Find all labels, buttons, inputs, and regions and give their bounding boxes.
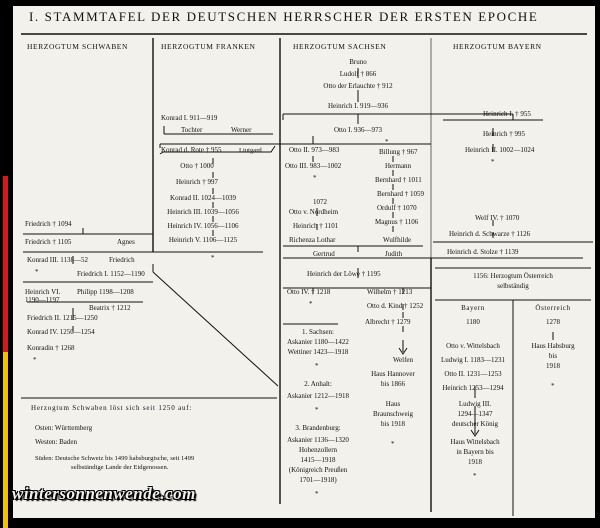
person-judith: Judith [385,250,403,258]
person-heinrich-stolze: Heinrich d. Stolze † 1139 [447,248,519,256]
person-bernhard-1011: Bernhard † 1011 [375,176,422,184]
person-hermann: Hermann [385,162,412,170]
star-marker: * [315,362,319,370]
person-wulfhilde: Wulfhilde [383,236,412,244]
star-marker: * [35,268,39,276]
person-otto-kind: Otto d. Kind † 1252 [367,302,424,310]
person-otto-nordheim: Otto v. Nordheim [289,208,339,216]
person-friedrich-2: Friedrich II. 1215—1250 [27,314,98,322]
label-haus-wittelsbach: Haus Wittelsbach [450,438,500,446]
person-konrad-3: Konrad III. 1138—52 [27,256,88,264]
label-bayern: Bayern [461,304,485,312]
note-oesterreich-2: selbständig [497,282,529,290]
schwaben-note-osten: Osten: Württemberg [35,424,93,432]
person-otto-3: Otto III. 983—1002 [285,162,342,170]
star-marker: * [491,158,495,166]
star-marker: * [315,406,319,414]
person-liutgard: Liutgard [239,147,262,154]
person-friedrich-1105: Friedrich † 1105 [25,238,72,246]
header-schwaben: HERZOGTUM SCHWABEN [27,42,129,51]
label-hohenzollern-years: 1415—1918 [300,456,336,464]
person-billung: Billung † 967 [379,148,418,156]
label-anhalt: 2. Anhalt: [304,380,332,388]
schwaben-note-sueden-1: Süden: Deutsche Schweiz bis 1499 habsburgische, seit 1499 [35,455,195,462]
schwaben-note-westen: Westen: Baden [35,438,78,446]
person-heinrich-6: Heinrich VI. [25,288,61,296]
person-konrad-4: Konrad IV. 1250—1254 [27,328,95,336]
person-heinrich-995: Heinrich † 995 [483,130,525,138]
person-ludwig-3: Ludwig III. [458,400,492,408]
person-heinrich-955: Heinrich I. † 955 [483,110,531,118]
person-magnus: Magnus † 1106 [375,218,419,226]
label-haus-braunschweig-1: Haus [385,400,401,408]
star-marker: * [309,300,313,308]
person-otto-erlauchte: Otto der Erlauchte † 912 [323,82,393,90]
person-friedrich-1: Friedrich I. 1152—1190 [77,270,145,278]
person-heinrich-schwarze: Heinrich d. Schwarze † 1126 [449,230,531,238]
label-sachsen-1: 1. Sachsen: [302,328,334,336]
flag-stripes [0,0,12,528]
label-welfen: Welfen [392,356,414,364]
header-bayern: HERZOGTUM BAYERN [453,42,542,51]
stripe-black [3,0,8,176]
label-hannover-bis: bis 1866 [381,380,405,388]
stripe-red [3,176,8,352]
person-ludwig-3-years: 1294—1347 [457,410,493,418]
star-marker: * [33,356,37,364]
person-konrad-2: Konrad II. 1024—1039 [170,194,236,202]
person-ordulf: Ordulf † 1070 [377,204,417,212]
label-bayern-year: 1180 [466,318,480,326]
person-agnes: Agnes [117,238,135,246]
person-welf-4: Welf IV. † 1070 [475,214,520,222]
person-werner: Werner [231,126,252,134]
person-ludwig-1: Ludwig I. 1183—1231 [440,356,506,364]
person-heinrich-4: Heinrich IV. 1056—1106 [167,222,239,230]
person-philipp: Philipp 1198—1208 [77,288,134,296]
page-title: I. STAMMTAFEL DER DEUTSCHEN HERRSCHER DER ERSTEN EPOCHE [29,9,539,24]
label-habsburg-bis: bis [548,352,558,360]
label-wettiner: Wettiner 1423—1918 [287,348,349,356]
person-heinrich-3: Heinrich III. 1039—1056 [167,208,239,216]
person-albrecht: Albrecht † 1279 [365,318,411,326]
person-bruno: Bruno [349,58,367,66]
label-brandenburg: 3. Brandenburg: [295,424,341,432]
person-ludolf: Ludolf † 866 [339,70,377,78]
label-haus-hannover: Haus Hannover [371,370,415,378]
person-otto-4: Otto IV. † 1218 [287,288,331,296]
label-preussen: (Königreich Preußen [288,466,348,474]
person-bernhard-1059: Bernhard † 1059 [377,190,425,198]
person-konrad-rote: Konrad d. Rote † 955 [161,146,222,154]
person-otto-2-bayern: Otto II. 1231—1253 [444,370,502,378]
header-sachsen: HERZOGTUM SACHSEN [293,42,387,51]
label-hohenzollern: Hohenzollern [298,446,338,454]
label-wittelsbach-year: 1918 [468,458,482,466]
person-otto-2: Otto II. 973—983 [289,146,340,154]
person-richenza-lothar: Richenza Lothar [289,236,336,244]
star-marker: * [551,382,555,390]
star-marker: * [211,254,215,262]
person-heinrich-997: Heinrich † 997 [176,178,218,186]
person-tochter: Tochter [181,126,203,134]
label-askanier-anhalt: Askanier 1212—1918 [286,392,350,400]
person-heinrich-1: Heinrich I. 919—936 [327,102,389,110]
schwaben-note-heading: Herzogtum Schwaben löst sich seit 1250 auf: [31,404,193,412]
star-marker: * [313,174,317,182]
label-oesterreich-year: 1278 [546,318,560,326]
person-konradin: Konradin † 1268 [27,344,75,352]
person-heinrich-2: Heinrich II. 1002—1024 [465,146,535,154]
person-friedrich: Friedrich [109,256,135,264]
label-askanier-brandenburg: Askanier 1136—1320 [287,436,349,444]
person-heinrich-1101: Heinrich † 1101 [293,222,339,230]
person-otto-1000: Otto † 1000 [180,162,214,170]
label-oesterreich: Österreich [535,304,571,312]
genealogy-sheet [13,6,595,518]
person-otto-wittelsbach: Otto v. Wittelsbach [446,342,500,350]
person-heinrich-bayern: Heinrich 1253—1294 [442,384,504,392]
year-1072: 1072 [313,198,327,206]
schwaben-note-sueden-2: selbständige Lande der Eidgenossen. [71,464,169,471]
person-otto-1: Otto I. 936—973 [333,126,383,134]
label-haus-habsburg: Haus Habsburg [531,342,575,350]
label-habsburg-year: 1918 [546,362,560,370]
person-wilhelm: Wilhelm † 1213 [367,288,413,296]
star-marker: * [385,138,389,146]
star-marker: * [473,472,477,480]
label-preussen-years: 1701—1918) [299,476,337,484]
person-gertrud: Gertrud [313,250,335,258]
person-heinrich-loewe: Heinrich der Löwe † 1195 [307,270,381,278]
person-beatrix: Beatrix † 1212 [89,304,131,312]
watermark: wintersonnenwende.com [12,484,196,503]
star-marker: * [315,490,319,498]
note-oesterreich-1: 1156: Herzogtum Österreich [473,272,553,280]
label-wittelsbach-bis: in Bayern bis [456,448,494,456]
person-heinrich-5: Heinrich V. 1106—1125 [168,236,238,244]
person-heinrich-6-years: 1190—1197 [25,296,60,304]
person-konrad-1: Konrad I. 911—919 [161,114,218,122]
star-marker: * [391,440,395,448]
stripe-gold [3,352,8,528]
label-askanier-sachsen: Askanier 1180—1422 [287,338,349,346]
label-haus-braunschweig-2: Braunschweig [372,410,414,418]
header-franken: HERZOGTUM FRANKEN [161,42,256,51]
person-friedrich-1094: Friedrich † 1094 [25,220,72,228]
label-haus-braunschweig-3: bis 1918 [381,420,405,428]
person-deutscher-koenig: deutscher König [451,420,499,428]
